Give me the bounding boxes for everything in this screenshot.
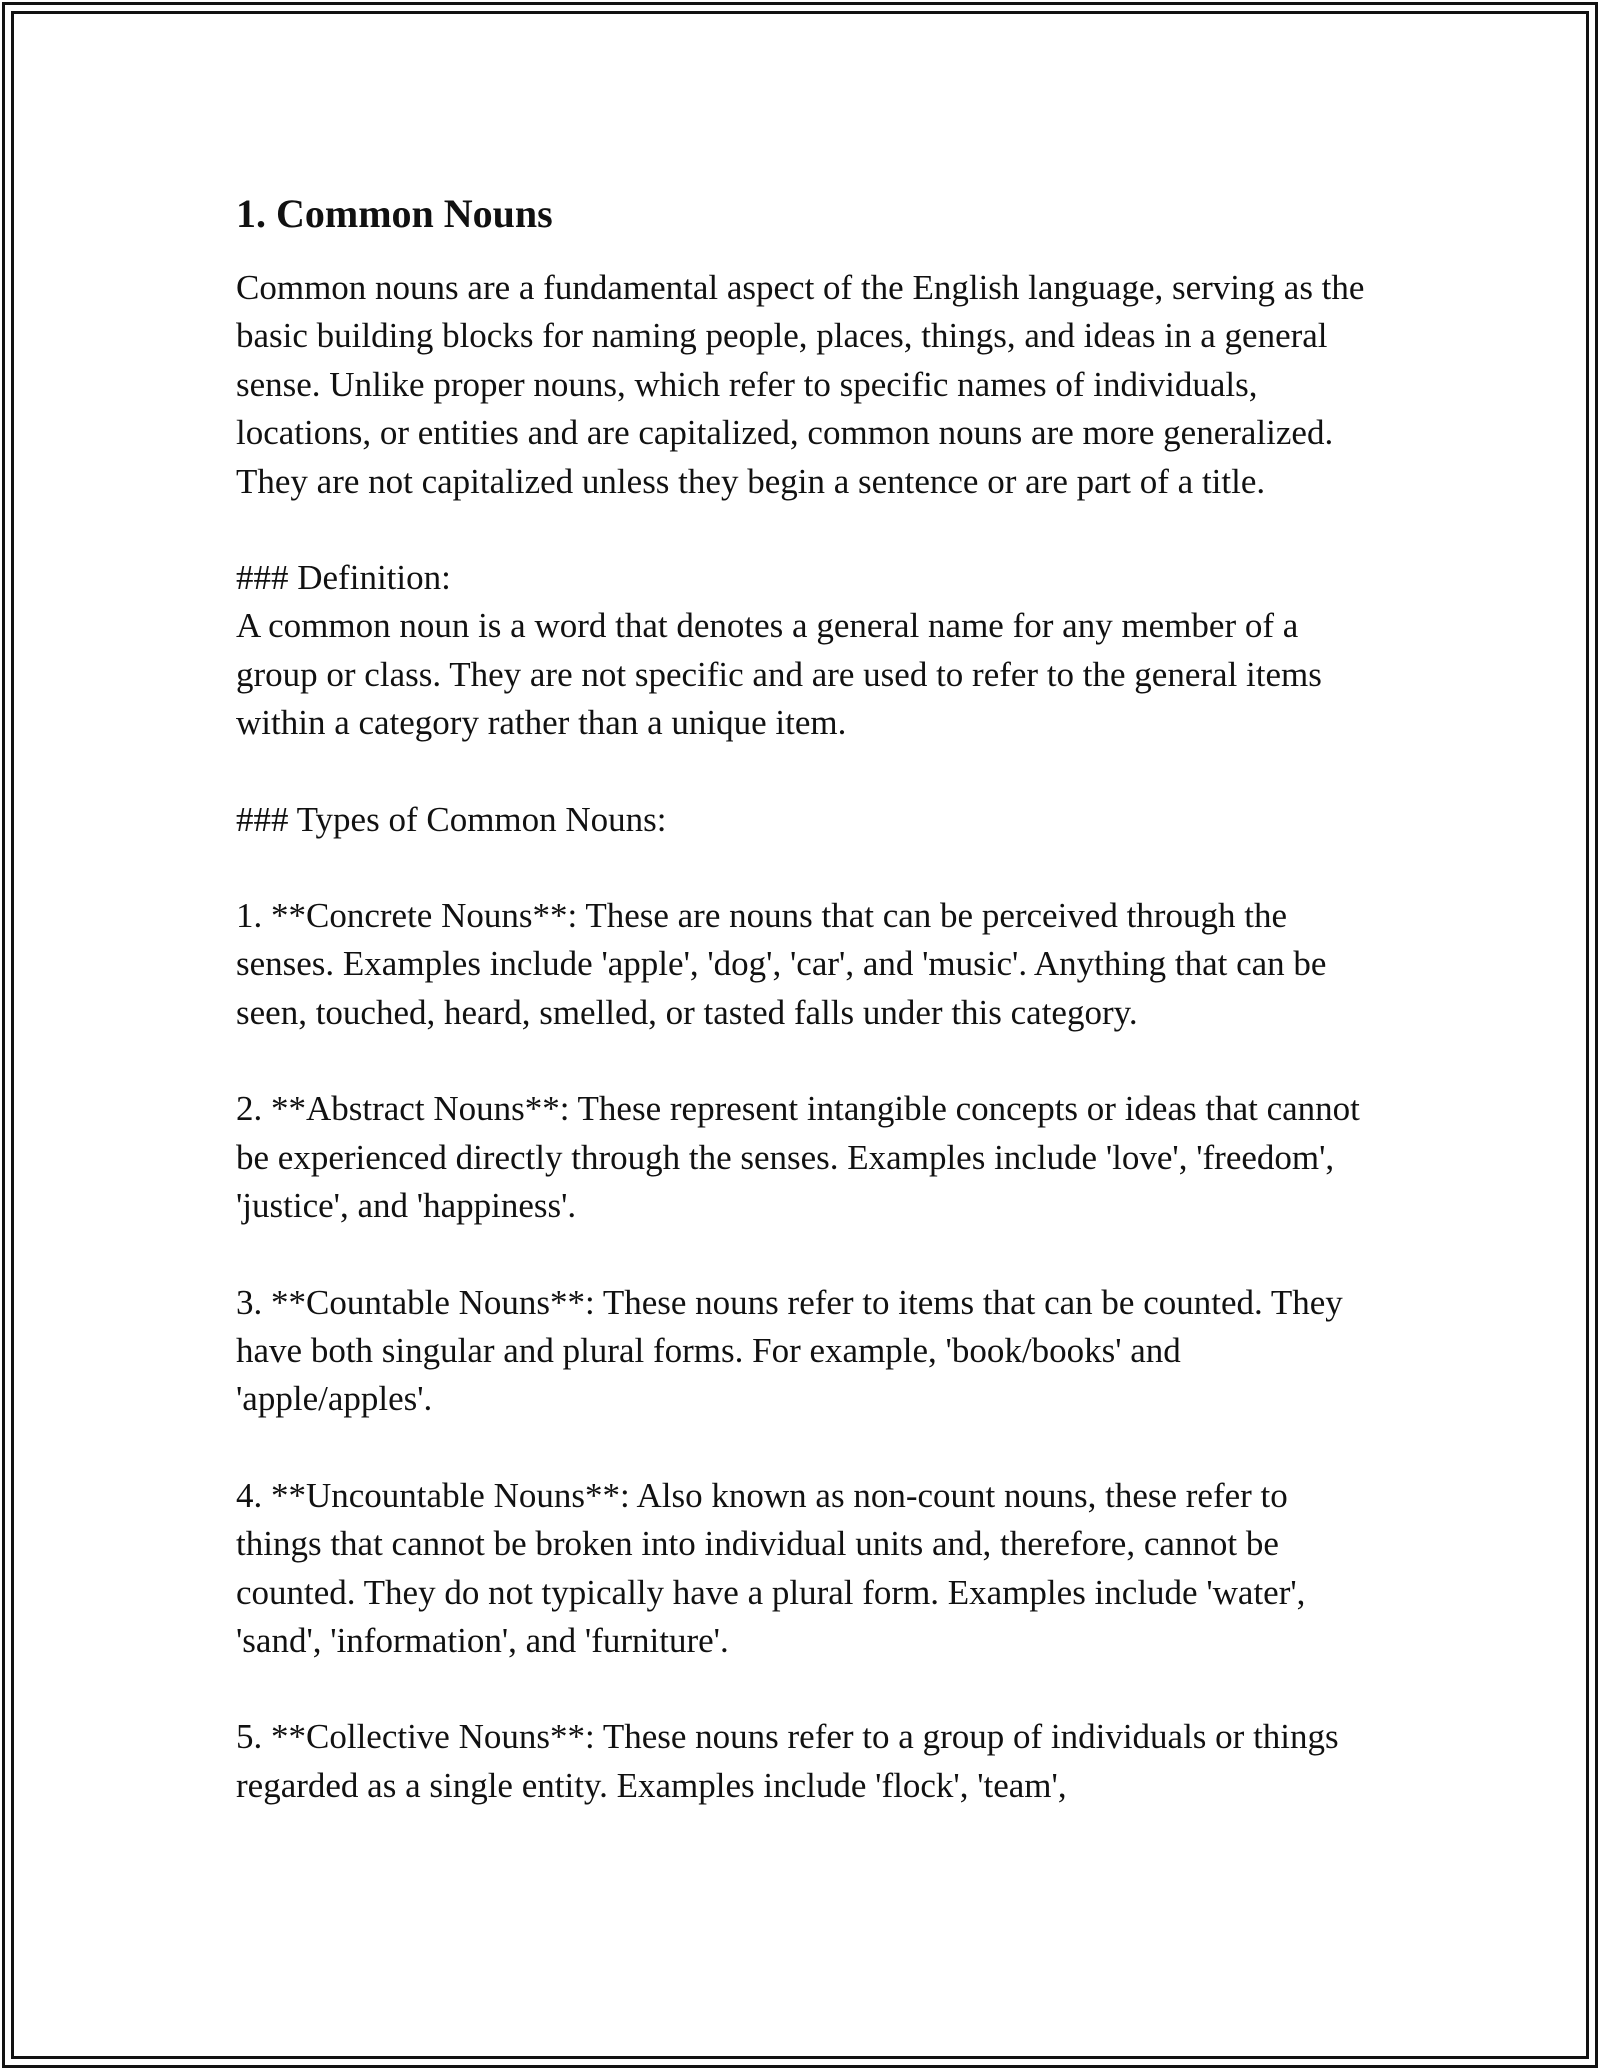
types-heading: ### Types of Common Nouns: [236, 799, 667, 839]
list-item-uncountable-nouns: 4. **Uncountable Nouns**: Also known as non-count nouns, these refer to things that cannot be broken into individual units and, therefore, cannot be counted. They do not typically have a plural form. Examples include 'water', 'sand', 'information', and 'furniture'. [236, 1475, 1306, 1660]
intro-paragraph: Common nouns are a fundamental aspect of the English language, serving as the basic building blocks for naming people, places, things, and ideas in a general sense. Unlike proper nouns, which refer to specific names of individuals, locations, or entities and are capitalized, common nouns are more generalized. They are not capitalized unless they begin a sentence or are part of a title. [236, 268, 1365, 501]
definition-paragraph: A common noun is a word that denotes a general name for any member of a group or class. They are not specific and are used to refer to the general items within a category rather than a unique item. [236, 606, 1322, 743]
list-item-concrete-nouns: 1. **Concrete Nouns**: These are nouns that can be perceived through the senses. Examples include 'apple', 'dog', 'car', and 'music'. Anything that can be seen, touched, heard, smelled, or tasted falls under this category. [236, 896, 1327, 1032]
list-item-collective-nouns: 5. **Collective Nouns**: These nouns refer to a group of individuals or things regarded as a single entity. Examples include 'flock', 'team', [236, 1717, 1339, 1805]
section-heading: 1. Common Nouns [236, 191, 553, 236]
list-item-abstract-nouns: 2. **Abstract Nouns**: These represent intangible concepts or ideas that cannot be experienced directly through the senses. Examples include 'love', 'freedom', 'justice', and 'happiness'. [236, 1089, 1360, 1226]
definition-heading: ### Definition: [236, 558, 451, 598]
document-body [236, 186, 1376, 1810]
list-item-countable-nouns: 3. **Countable Nouns**: These nouns refer to items that can be counted. They have both singular and plural forms. For example, 'book/books' and 'apple/apples'. [236, 1282, 1343, 1419]
